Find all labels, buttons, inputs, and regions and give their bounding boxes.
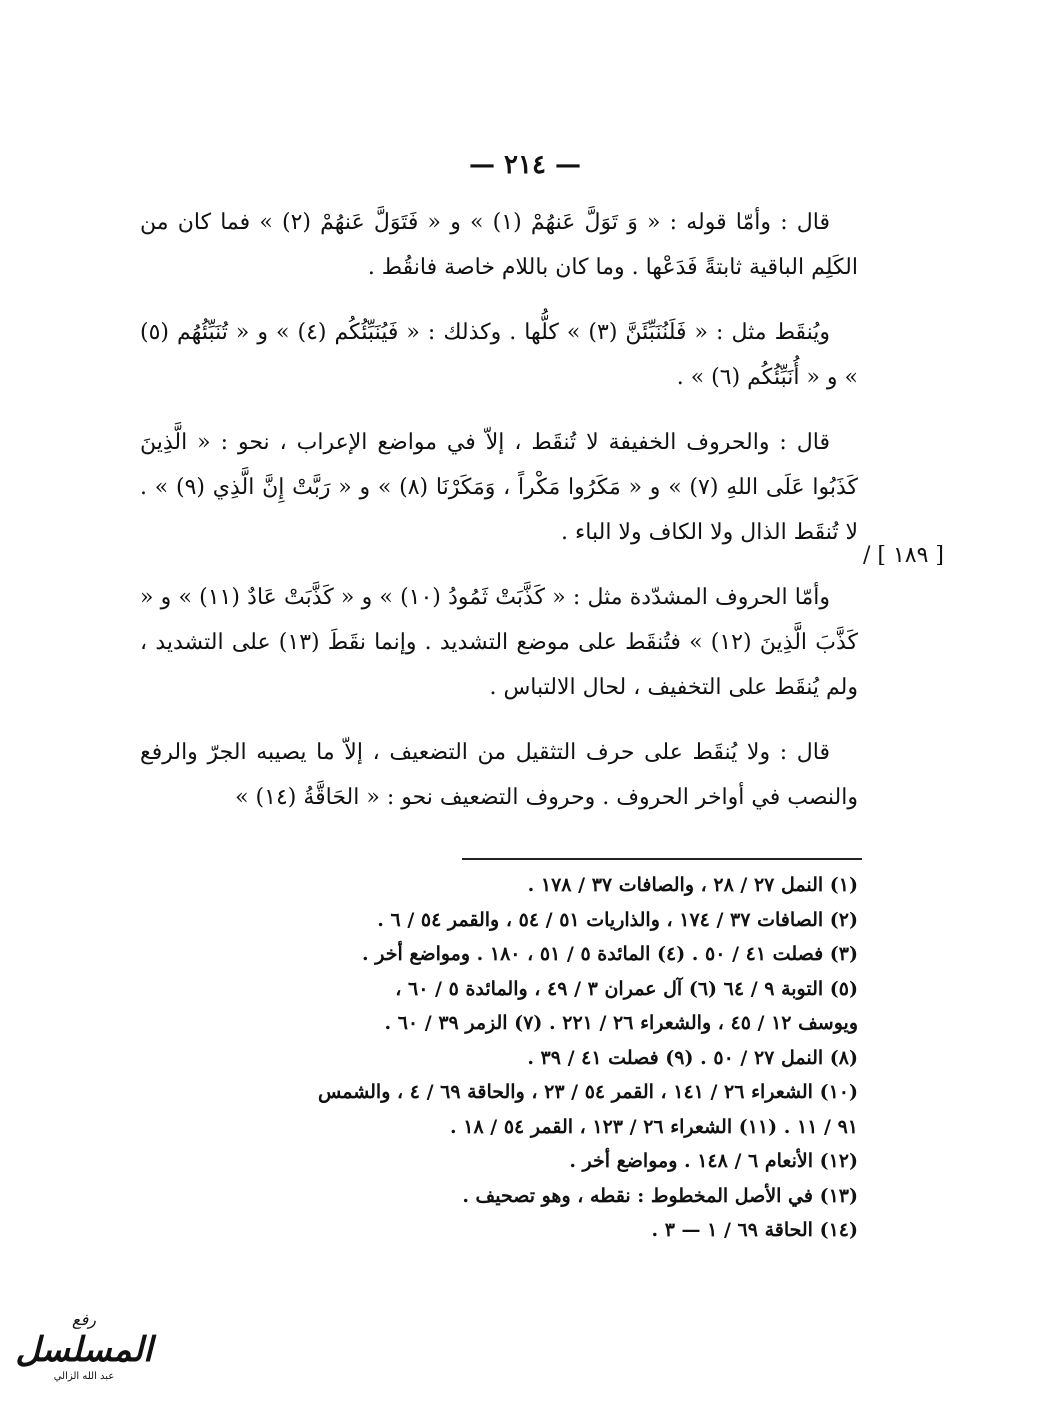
paragraph: ويُنقَط مثل : « فَلَنُنَبِّئَنَّ (٣) » كلُّها . وكذلك : « فَيُنَبِّئُكُم (٤) » و « تُنَبِّئُهُم (٥) » و « أُنَبِّئُكُم (٦) » . bbox=[140, 320, 858, 390]
stamp-top-text: رفع bbox=[72, 1310, 96, 1329]
footnote-line: (١٣) في الأصل المخطوط : نقطه ، وهو تصحيف . bbox=[462, 1184, 858, 1207]
main-text bbox=[140, 200, 858, 820]
footnote-line: (١٠) الشعراء ٢٦ / ١٤١ ، القمر ٥٤ / ٢٣ ، والحاقة ٦٩ / ٤ ، والشمس bbox=[317, 1081, 858, 1103]
footnote-line: (٣) فصلت ٤١ / ٥٠ . (٤) المائدة ٥ / ٥١ ، ١٨٠ . ومواضع أخر . bbox=[361, 943, 858, 965]
margin-page-reference: [ ١٨٩ ] / bbox=[863, 543, 945, 568]
footnote-line: (١٢) الأنعام ٦ / ١٤٨ . ومواضع أخر . bbox=[569, 1150, 858, 1172]
paragraph: وأمّا الحروف المشدّدة مثل : « كَذَّبَتْ ثَمُودُ (١٠) » و « كَذَّبَتْ عَادٌ (١١) » و « كَذَّبَ الَّذِينَ (١٢) » فتُنقَط على موضع التشديد . وإنما نقَطَ (١٣) على التشديد ، ولم يُنقَط على التخفيف ، لحال الالتباس . bbox=[140, 585, 858, 700]
footnote-line: (٥) التوبة ٩ / ٦٤ (٦) آل عمران ٣ / ٤٩ ، والمائدة ٥ / ٦٠ ، bbox=[395, 977, 858, 1000]
paragraph: قال : والحروف الخفيفة لا تُنقَط ، إلاّ في مواضع الإعراب ، نحو : « الَّذِينَ كَذَبُوا عَلَى اللهِ (٧) » و « مَكَرُوا مَكْراً ، وَمَكَرْنَا (٨) » و « رَبَّتْ إِنَّ الَّذِي (٩) » . لا تُنقَط الذال ولا الكاف ولا الباء . bbox=[140, 430, 858, 545]
footnote-line: ٩١ / ١١ . (١١) الشعراء ٢٦ / ١٢٣ ، القمر ٥٤ / ١٨ . bbox=[450, 1115, 858, 1138]
paragraph: قال : ولا يُنقَط على حرف التثقيل من التضعيف ، إلاّ ما يصيبه الجرّ والرفع والنصب في أواخر الحروف . وحروف التضعيف نحو : « الحَاقَّةُ (١٤) » bbox=[140, 740, 858, 810]
stamp-bottom-text: عبد الله الزالي bbox=[53, 1371, 115, 1382]
calligraphy-stamp-logo bbox=[14, 1310, 154, 1405]
footnote-line: ويوسف ١٢ / ٤٥ ، والشعراء ٢٦ / ٢٢١ . (٧) الزمر ٣٩ / ٦٠ . bbox=[384, 1012, 858, 1034]
paragraph: قال : وأمّا قوله : « وَ تَوَلَّ عَنهُمْ (١) » و « فَتَوَلَّ عَنهُمْ (٢) » فما كان من الكَلِم الباقية ثابتةً فَدَعْها . وما كان باللام خاصة فانقُط . bbox=[140, 210, 858, 280]
footnote-divider bbox=[462, 858, 862, 860]
footnote-line: (٨) النمل ٢٧ / ٥٠ . (٩) فصلت ٤١ / ٣٩ . bbox=[527, 1046, 858, 1069]
footnote-line: (٢) الصافات ٣٧ / ١٧٤ ، والذاريات ٥١ / ٥٤ ، والقمر ٥٤ / ٦ . bbox=[377, 908, 858, 931]
page-number: — ٢١٤ — bbox=[468, 150, 582, 180]
footnote-line: (١٤) الحاقة ٦٩ / ١ — ٣ . bbox=[651, 1219, 858, 1241]
stamp-main-text: المسلسل bbox=[15, 1330, 153, 1370]
footnote-line: (١) النمل ٢٧ / ٢٨ ، والصافات ٣٧ / ١٧٨ . bbox=[527, 874, 858, 896]
footnotes bbox=[140, 868, 858, 1248]
